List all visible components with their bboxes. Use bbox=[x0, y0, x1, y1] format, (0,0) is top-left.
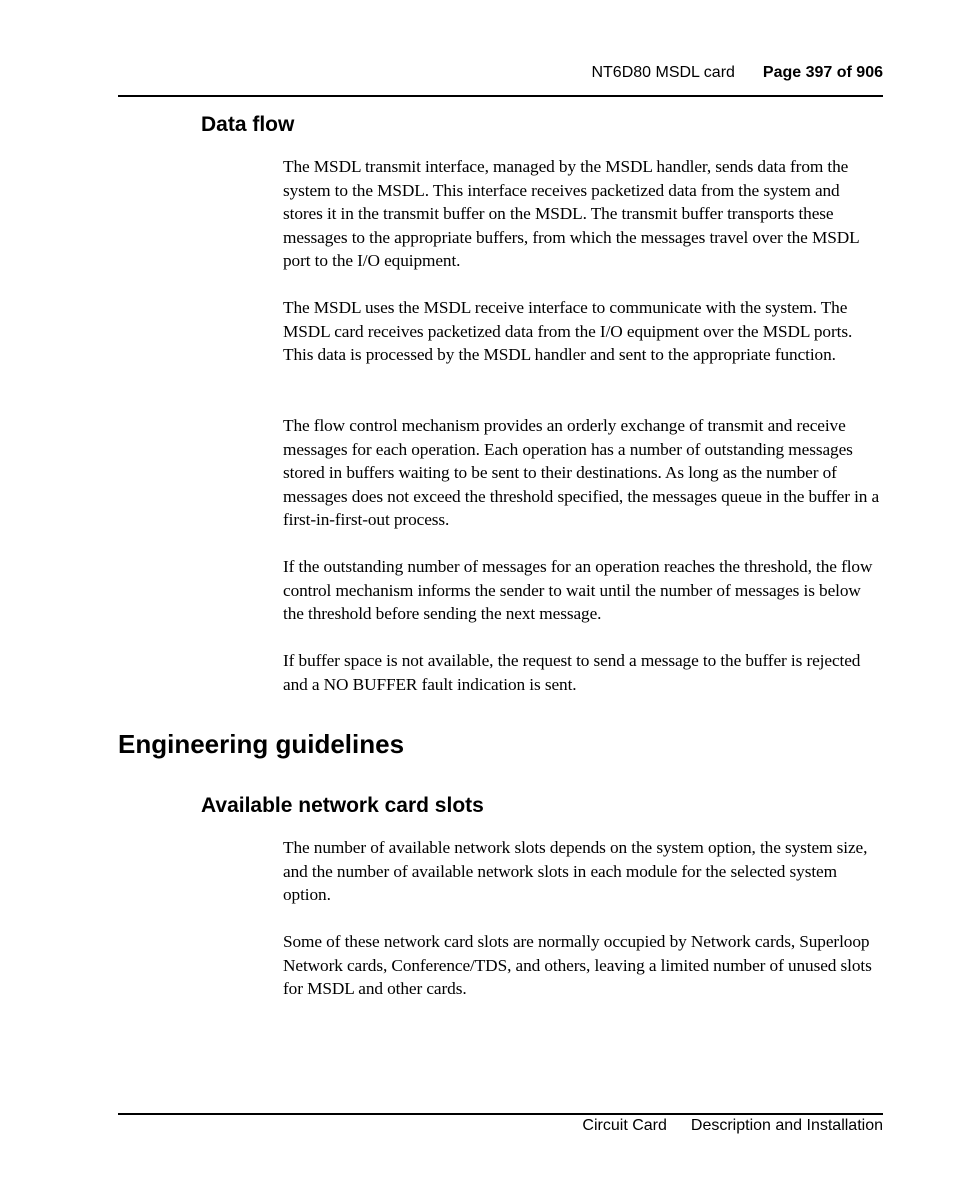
page-header bbox=[118, 64, 883, 88]
section-heading-available-slots: Available network card slots bbox=[201, 794, 484, 817]
paragraph: The MSDL transmit interface, managed by the MSDL handler, sends data from the system to the MSDL. This interface receives packetized data from the system and stores it in the transmit buffer on the MSDL. The transmit buffer transports these messages to the appropriate buffers, from which the messages travel over the MSDL port to the I/O equipment. bbox=[283, 157, 859, 270]
chapter-heading-engineering-guidelines: Engineering guidelines bbox=[118, 729, 405, 759]
header-rule bbox=[118, 95, 883, 97]
page-footer bbox=[118, 1117, 883, 1141]
paragraph: The number of available network slots depends on the system option, the system size, and the number of available network slots in each module for the selected system option. bbox=[283, 838, 868, 904]
document-title: NT6D80 MSDL card bbox=[591, 64, 735, 81]
paragraph: The flow control mechanism provides an orderly exchange of transmit and receive messages for each operation. Each operation has a number of outstanding messages stored in buffers waiting to be sent to their destinations. As long as the number of messages does not exceed the threshold specified, the messages queue in the buffer in a first-in-first-out process. bbox=[283, 416, 880, 529]
paragraph: If buffer space is not available, the request to send a message to the buffer is rejected and a NO BUFFER fault indication is sent. bbox=[283, 651, 861, 694]
page-number: Page 397 of 906 bbox=[762, 64, 883, 81]
paragraph: The MSDL uses the MSDL receive interface to communicate with the system. The MSDL card receives packetized data from the I/O equipment over the MSDL ports. This data is processed by the MSDL handler and sent to the appropriate function. bbox=[283, 298, 853, 364]
footer-left-text: Circuit Card bbox=[582, 1117, 667, 1134]
footer-right-text: Description and Installation bbox=[690, 1117, 883, 1134]
paragraph: Some of these network card slots are normally occupied by Network cards, Superloop Network cards, Conference/TDS, and others, leaving a limited number of unused slots for MSDL and other cards. bbox=[283, 932, 872, 998]
footer-rule bbox=[118, 1113, 883, 1115]
section-heading-data-flow: Data flow bbox=[201, 113, 295, 136]
paragraph: If the outstanding number of messages for an operation reaches the threshold, the flow control mechanism informs the sender to wait until the number of messages is below the threshold before sending the next message. bbox=[283, 557, 873, 623]
